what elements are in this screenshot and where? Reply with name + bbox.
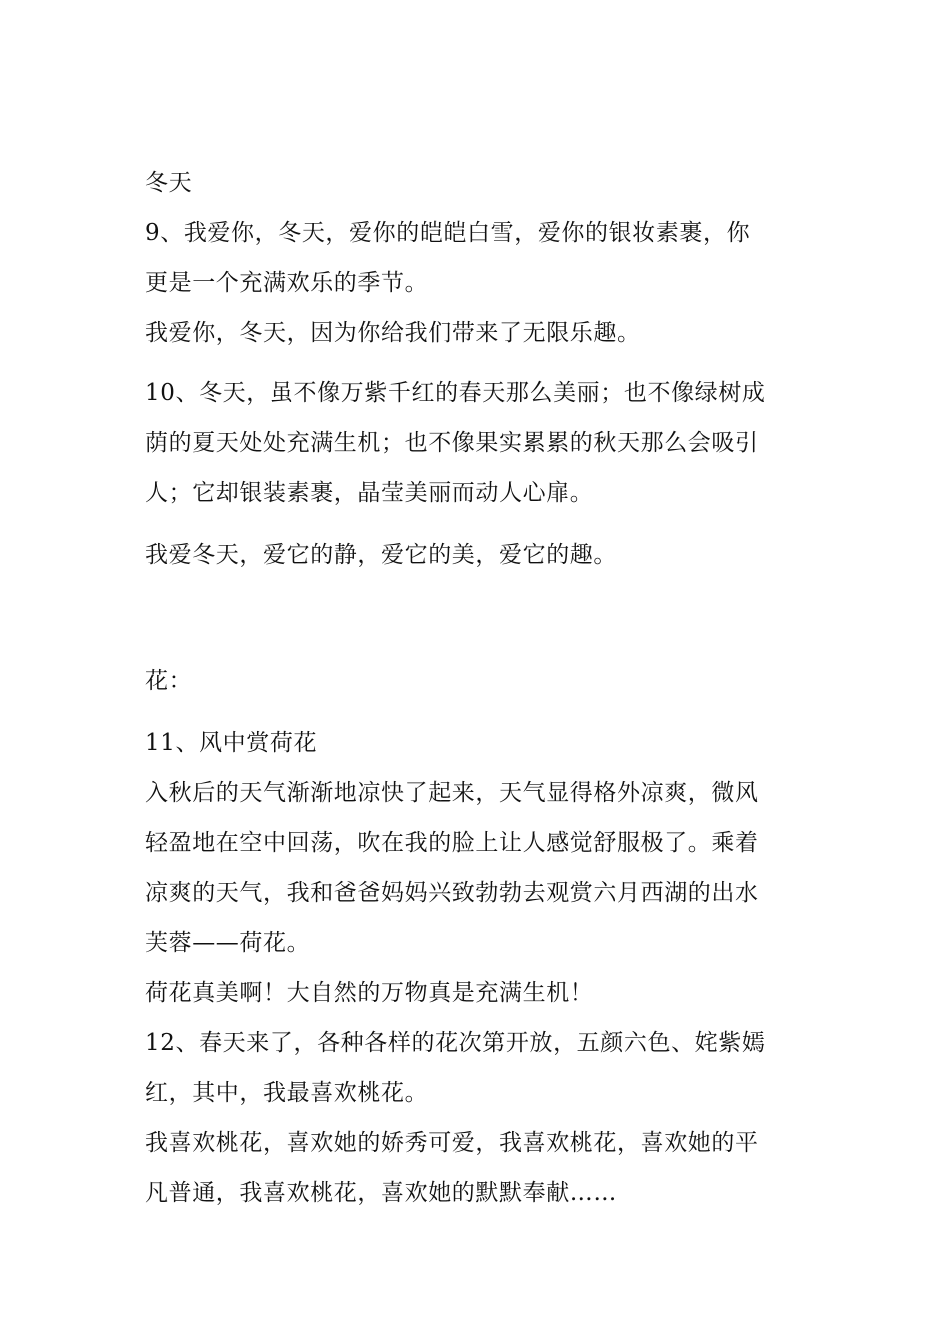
paragraph-line: 荫的夏天处处充满生机；也不像果实累累的秋天那么会吸引 <box>145 430 759 456</box>
paragraph-line: 我爱冬天，爱它的静，爱它的美，爱它的趣。 <box>145 542 617 568</box>
paragraph-line: 凡普通，我喜欢桃花，喜欢她的默默奉献…… <box>145 1180 617 1206</box>
paragraph-line: 12、春天来了，各种各样的花次第开放，五颜六色、姹紫嫣 <box>145 1030 766 1056</box>
paragraph-line: 凉爽的天气，我和爸爸妈妈兴致勃勃去观赏六月西湖的出水 <box>145 880 759 906</box>
paragraph-line: 人；它却银装素裹，晶莹美丽而动人心扉。 <box>145 480 594 506</box>
paragraph-line: 9、我爱你，冬天，爱你的皑皑白雪，爱你的银妆素裹，你 <box>145 220 751 246</box>
item-heading: 11、风中赏荷花 <box>145 730 318 756</box>
paragraph-line: 我爱你，冬天，因为你给我们带来了无限乐趣。 <box>145 320 641 346</box>
section-heading-flowers: 花： <box>145 668 193 694</box>
paragraph-line: 轻盈地在空中回荡，吹在我的脸上让人感觉舒服极了。乘着 <box>145 830 759 856</box>
paragraph-line: 芙蓉——荷花。 <box>145 930 311 956</box>
paragraph-line: 我喜欢桃花，喜欢她的娇秀可爱，我喜欢桃花，喜欢她的平 <box>145 1130 759 1156</box>
paragraph-line: 红，其中，我最喜欢桃花。 <box>145 1080 429 1106</box>
paragraph-line: 荷花真美啊！大自然的万物真是充满生机！ <box>145 980 594 1006</box>
paragraph-line: 10、冬天，虽不像万紫千红的春天那么美丽；也不像绿树成 <box>145 380 766 406</box>
section-heading-winter: 冬天 <box>145 170 193 196</box>
paragraph-line: 入秋后的天气渐渐地凉快了起来，天气显得格外凉爽，微风 <box>145 780 759 806</box>
document-page <box>145 0 815 1344</box>
paragraph-line: 更是一个充满欢乐的季节。 <box>145 270 429 296</box>
